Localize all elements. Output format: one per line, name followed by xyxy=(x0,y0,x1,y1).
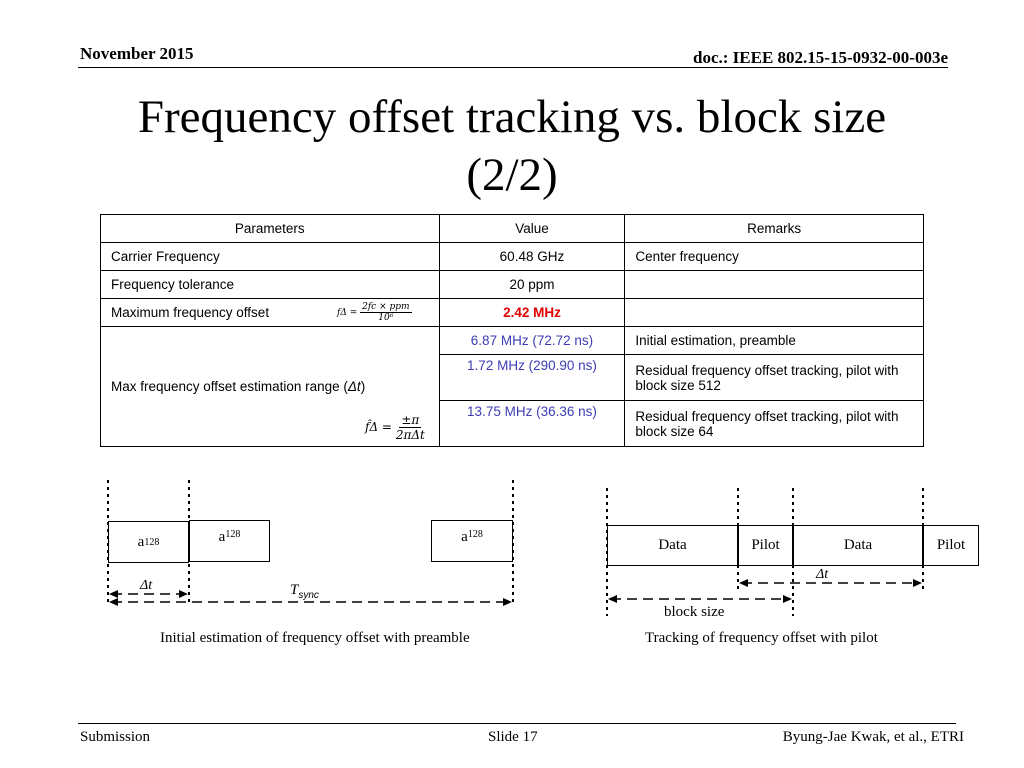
arrow-head xyxy=(783,595,792,603)
cell-remark xyxy=(625,271,924,299)
block-label: a xyxy=(218,529,226,545)
range-label-prefix: Max frequency offset estimation range ( xyxy=(111,379,348,394)
footer-divider xyxy=(78,723,956,724)
table-row xyxy=(101,299,924,327)
table-header-row xyxy=(101,215,924,243)
header-parameters: Parameters xyxy=(101,215,440,243)
footer-slide-number: Slide 17 xyxy=(488,729,538,745)
range-formula-numerator: ±π xyxy=(401,413,420,427)
preamble-block-1 xyxy=(108,521,189,563)
arrow-head xyxy=(179,590,188,598)
data-block-1: Data xyxy=(607,525,738,566)
cell-remark: Residual frequency offset tracking, pilot with block size 512 xyxy=(625,355,924,401)
left-diagram-caption: Initial estimation of frequency offset with preamble xyxy=(160,630,470,646)
tsync-sub: sync xyxy=(298,590,319,601)
cell-value-highlight: 2.42 MHz xyxy=(439,299,625,327)
parameters-table xyxy=(100,214,924,447)
preamble-block-3 xyxy=(431,520,513,562)
cell-param: Frequency tolerance xyxy=(101,271,440,299)
cell-remark: Residual frequency offset tracking, pilot with block size 64 xyxy=(625,401,924,447)
pilot-block-2: Pilot xyxy=(923,525,979,566)
cell-value: 13.75 MHz (36.36 ns) xyxy=(439,401,625,447)
cell-remark: Initial estimation, preamble xyxy=(625,327,924,355)
max-offset-formula xyxy=(337,302,412,323)
block-label-sub: 128 xyxy=(467,529,483,540)
header-divider xyxy=(78,67,948,68)
table-row xyxy=(101,327,924,355)
block-label-sub: 128 xyxy=(225,529,241,540)
arrow-head xyxy=(503,598,512,606)
arrow-head xyxy=(109,598,118,606)
range-formula-denominator: 2πΔt xyxy=(395,428,425,442)
header-date: November 2015 xyxy=(80,44,194,63)
pilot-block-1: Pilot xyxy=(738,525,793,566)
arrow-head xyxy=(739,579,748,587)
cell-value: 6.87 MHz (72.72 ns) xyxy=(439,327,625,355)
preamble-block-2 xyxy=(189,520,270,562)
tsync-label xyxy=(290,582,319,601)
delta-t-label: Δt xyxy=(816,567,829,582)
header-remarks: Remarks xyxy=(625,215,924,243)
block-label-sub: 128 xyxy=(144,536,160,548)
cell-param-range xyxy=(101,327,440,447)
range-label-suffix: ) xyxy=(360,379,366,394)
formula-lhs: fΔ = xyxy=(337,308,358,318)
arrow-head xyxy=(913,579,922,587)
cell-value: 60.48 GHz xyxy=(439,243,625,271)
header-doc-id: doc.: IEEE 802.15-15-0932-00-003e xyxy=(693,48,948,67)
tsync-symbol: T xyxy=(290,582,299,598)
arrow-head xyxy=(608,595,617,603)
table-row xyxy=(101,271,924,299)
slide-title-line1: Frequency offset tracking vs. block size xyxy=(137,91,887,143)
footer-authors: Byung-Jae Kwak, et al., ETRI xyxy=(782,729,964,745)
range-formula-lhs: f̂Δ = xyxy=(365,420,392,434)
cell-value: 1.72 MHz (290.90 ns) xyxy=(439,355,625,401)
cell-remark: Center frequency xyxy=(625,243,924,271)
arrow-head xyxy=(109,590,118,598)
header-value: Value xyxy=(439,215,625,243)
dashed-arrows xyxy=(611,583,919,599)
right-diagram-caption: Tracking of frequency offset with pilot xyxy=(645,630,878,646)
max-offset-label: Maximum frequency offset xyxy=(111,305,270,320)
data-block-2: Data xyxy=(793,525,923,566)
delta-t-label: Δt xyxy=(140,578,153,593)
block-size-label: block size xyxy=(664,604,725,620)
cell-param: Carrier Frequency xyxy=(101,243,440,271)
range-formula-fraction xyxy=(396,413,425,442)
range-formula xyxy=(365,413,425,442)
formula-numerator: 2fc × ppm xyxy=(362,302,410,312)
cell-value: 20 ppm xyxy=(439,271,625,299)
range-label xyxy=(111,379,365,394)
table-row xyxy=(101,243,924,271)
block-label: a xyxy=(461,529,468,545)
cell-param xyxy=(101,299,440,327)
footer-submission: Submission xyxy=(80,729,151,745)
cell-remark xyxy=(625,299,924,327)
block-label: a xyxy=(137,533,145,550)
slide-title xyxy=(0,88,1024,204)
formula-denominator: 10⁶ xyxy=(378,313,394,323)
range-label-symbol: Δt xyxy=(347,379,361,394)
slide-title-line2: (2/2) xyxy=(466,149,558,201)
formula-fraction xyxy=(360,302,411,323)
